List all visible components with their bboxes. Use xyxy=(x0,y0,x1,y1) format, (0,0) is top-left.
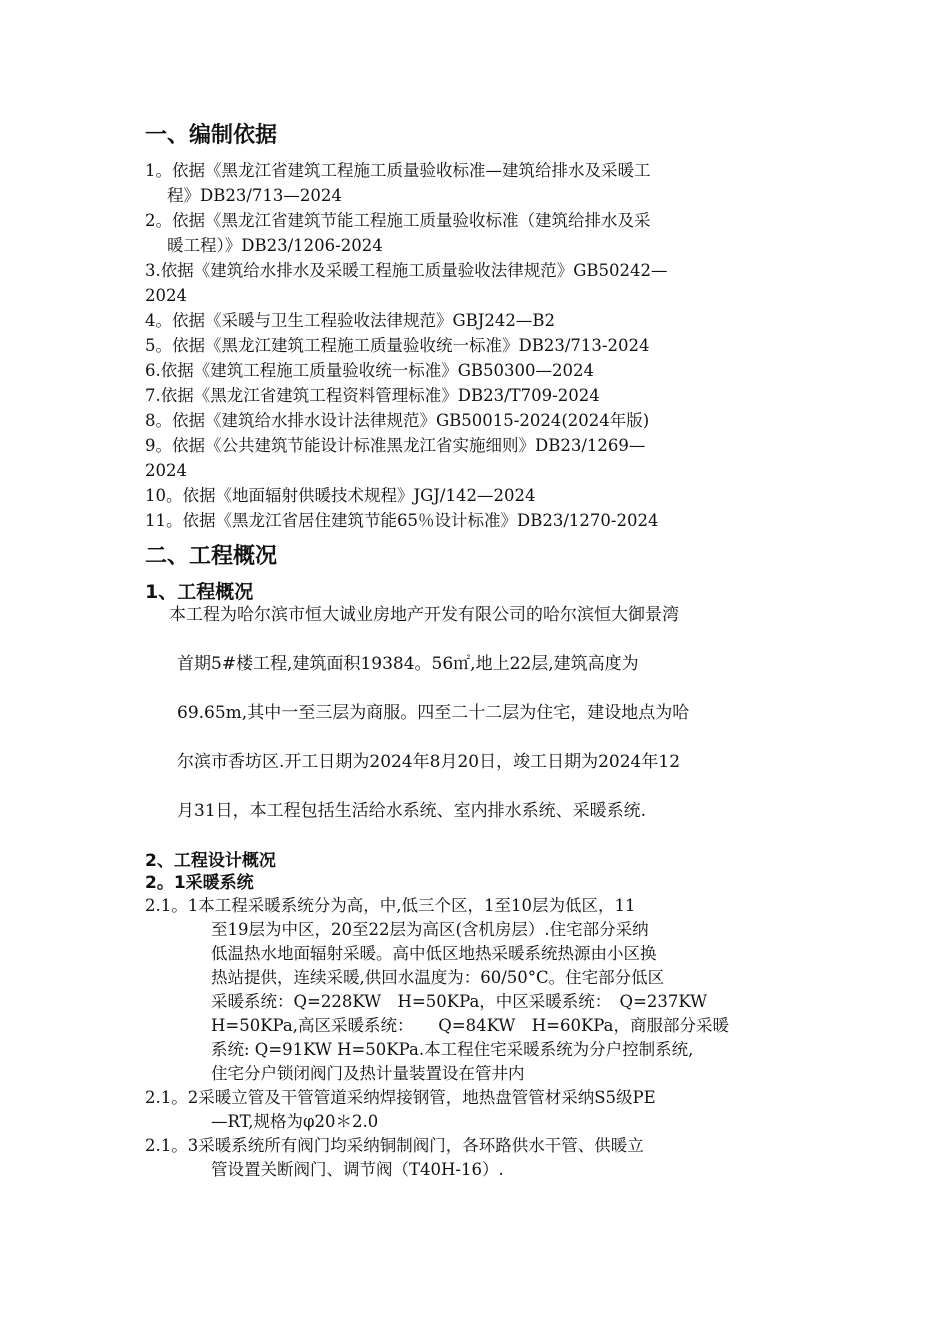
heating-item-line: 2.1。3采暖系统所有阀门均采纳铜制阀门，各环路供水干管、供暖立 xyxy=(145,1136,644,1155)
section-heading-overview: 二、工程概况 xyxy=(145,544,278,569)
heating-item-line: 系统: Q=91KW H=50KPa.本工程住宅采暖系统为分户控制系统, xyxy=(211,1040,694,1059)
subsection-heading-design: 2、工程设计概况 xyxy=(145,851,276,871)
reference-item: 7.依据《黑龙江省建筑工程资料管理标准》DB23/T709-2024 xyxy=(145,386,600,405)
heating-items xyxy=(145,894,835,1182)
heating-item-line: 管设置关断阀门、调节阀（T40H-16）. xyxy=(211,1160,504,1179)
subsection-heading-heating: 2。1采暖系统 xyxy=(145,873,254,893)
reference-item: 10。依据《地面辐射供暖技术规程》JGJ/142—2024 xyxy=(145,486,536,505)
reference-item: 11。依据《黑龙江省居住建筑节能65％设计标准》DB23/1270-2024 xyxy=(145,511,659,530)
reference-item: 9。依据《公共建筑节能设计标准黑龙江省实施细则》DB23/1269— 2024 xyxy=(145,436,646,480)
reference-item: 6.依据《建筑工程施工质量验收统一标准》GB50300—2024 xyxy=(145,361,595,380)
overview-line: 尔滨市香坊区.开工日期为2024年8月20日，竣工日期为2024年12 xyxy=(177,752,681,772)
overview-line: 月31日，本工程包括生活给水系统、室内排水系统、采暖系统. xyxy=(177,801,647,821)
heating-item-line: 低温热水地面辐射采暖。高中低区地热采暖系统热源由小区换 xyxy=(211,944,657,963)
document-page xyxy=(145,118,835,1182)
heating-item-line: 热站提供，连续采暖,供回水温度为：60/50°C。住宅部分低区 xyxy=(211,968,665,987)
section-heading-basis: 一、编制依据 xyxy=(145,123,278,148)
reference-item: 1。依据《黑龙江省建筑工程施工质量验收标准—建筑给排水及采暖工 程》DB23/713—2024 xyxy=(145,161,651,205)
reference-item: 4。依据《采暖与卫生工程验收法律规范》GBJ242—B2 xyxy=(145,311,556,330)
heating-item-line: H=50KPa,高区采暖系统： Q=84KW H=60KPa，商服部分采暖 xyxy=(211,1016,730,1035)
reference-item: 5。依据《黑龙江建筑工程施工质量验收统一标准》DB23/713-2024 xyxy=(145,336,650,355)
heating-item-line: 采暖系统：Q=228KW H=50KPa，中区采暖系统： Q=237KW xyxy=(211,992,708,1011)
heating-item-line: —RT,规格为φ20＊2.0 xyxy=(211,1112,379,1131)
reference-item: 8。依据《建筑给水排水设计法律规范》GB50015-2024(2024年版) xyxy=(145,411,650,430)
overview-line: 本工程为哈尔滨市恒大诚业房地产开发有限公司的哈尔滨恒大御景湾 xyxy=(169,605,679,625)
reference-list xyxy=(145,158,835,533)
reference-item: 3.依据《建筑给水排水及采暖工程施工质量验收法律规范》GB50242— 2024 xyxy=(145,261,668,305)
reference-item: 2。依据《黑龙江省建筑节能工程施工质量验收标准（建筑给排水及采 暖工程）》DB23/1206-2024 xyxy=(145,211,651,255)
overview-paragraph xyxy=(145,591,835,836)
overview-line: 69.65m,其中一至三层为商服。四至二十二层为住宅，建设地点为哈 xyxy=(177,703,690,723)
heating-item-line: 2.1。2采暖立管及干管管道采纳焊接钢管，地热盘管管材采纳S5级PE xyxy=(145,1088,656,1107)
heating-item-line: 至19层为中区，20至22层为高区(含机房层）.住宅部分采纳 xyxy=(211,920,649,939)
heating-item-line: 2.1。1本工程采暖系统分为高，中,低三个区，1至10层为低区，11 xyxy=(145,896,636,915)
subsection-heading-overview: 1、工程概况 xyxy=(145,581,254,603)
heating-item-line: 住宅分户锁闭阀门及热计量装置设在管井内 xyxy=(211,1064,525,1083)
overview-line: 首期5#楼工程,建筑面积19384。56㎡,地上22层,建筑高度为 xyxy=(177,654,639,674)
